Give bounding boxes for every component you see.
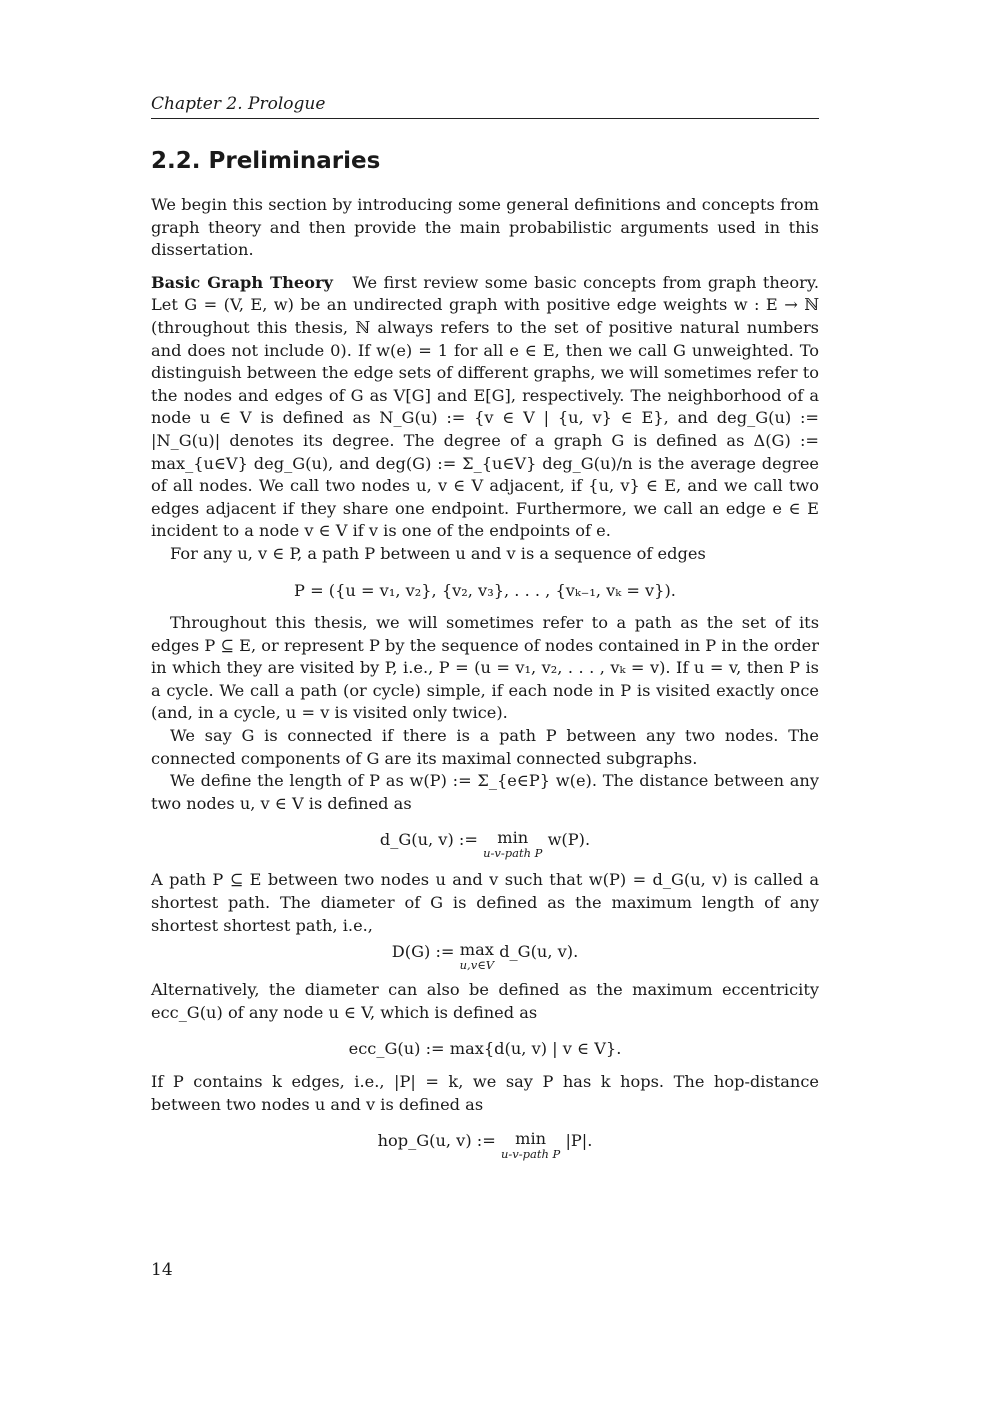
connected-paragraph: We say G is connected if there is a path P between any two nodes. The connected components of G are its maximal connected subgraphs.	[151, 726, 819, 768]
distance-lhs: d_G(u, v) :=	[379, 830, 478, 850]
shortest-path-paragraph: A path P ⊆ E between two nodes u and v such that w(P) = d_G(u, v) is called a shortest path. The diameter of G is defined as the maximum length of any shortest shortest path, i.e.,	[151, 870, 819, 935]
length-paragraph: We define the length of P as w(P) := Σ_{e∈P} w(e). The distance between any two nodes u, v ∈ V is defined as	[151, 771, 819, 813]
diameter-equation	[151, 941, 819, 971]
section-title: 2.2. Preliminaries	[151, 148, 381, 174]
hop-op: min	[515, 1129, 547, 1149]
basic-graph-theory-paragraph	[151, 272, 819, 543]
page-number: 14	[151, 1260, 173, 1280]
diameter-op: max	[459, 940, 494, 960]
eccentricity-paragraph: Alternatively, the diameter can also be defined as the maximum eccentricity ecc_G(u) of any node u ∈ V, which is defined as	[151, 980, 819, 1022]
hop-lhs: hop_G(u, v) :=	[377, 1131, 496, 1151]
basic-graph-theory-text: We first review some basic concepts from graph theory. Let G = (V, E, w) be an undirected graph with positive edge weights w : E → ℕ (throughout this thesis, ℕ always refers to the set of positive natural numbers and does not include 0). If w(e) = 1 for all e ∈ E, then we call G unweighted. To distinguish between the edge sets of different graphs, we will sometimes refer to the nodes and edges of G as V[G] and E[G], respectively. The neighborhood of a node u ∈ V is defined as N_G(u) := {v ∈ V | {u, v} ∈ E}, and deg_G(u) := |N_G(u)| denotes its degree. The degree of a graph G is defined as Δ(G) := max_{u∈V} deg_G(u), and deg(G) := Σ_{u∈V} deg_G(u)/n is the average degree of all nodes. We call two nodes u, v ∈ V adjacent, if {u, v} ∈ E, and we call two edges adjacent if they share one endpoint. Furthermore, we call an edge e ∈ E incident to a node v ∈ V if v is one of the endpoints of e.	[151, 272, 820, 541]
hop-subscript: u-v-path P	[500, 1147, 561, 1162]
intro-paragraph: We begin this section by introducing some general definitions and concepts from graph theory and then provide the main probabilistic arguments used in this dissertation.	[151, 195, 819, 260]
diameter-rhs: d_G(u, v).	[499, 942, 579, 962]
distance-op: min	[497, 828, 529, 848]
hops-paragraph: If P contains k edges, i.e., |P| = k, we say P has k hops. The hop-distance between two nodes u and v is defined as	[151, 1072, 819, 1114]
diameter-max-operator	[460, 941, 494, 971]
diameter-lhs: D(G) :=	[391, 942, 455, 962]
hop-rhs: |P|.	[565, 1131, 593, 1151]
distance-equation	[151, 829, 819, 859]
distance-min-operator	[483, 829, 542, 859]
hop-min-operator	[501, 1130, 560, 1160]
path-set-paragraph: Throughout this thesis, we will sometimes refer to a path as the set of its edges P ⊆ E, or represent P by the sequence of nodes contained in P in the order in which they are visited by P, i.e., P = (u = v₁, v₂, . . . , vₖ = v). If u = v, then P is a cycle. We call a path (or cycle) simple, if each node in P is visited exactly once (and, in a cycle, u = v is visited only twice).	[151, 613, 819, 723]
paragraph-heading: Basic Graph Theory	[151, 272, 333, 292]
distance-subscript: u-v-path P	[483, 846, 543, 861]
eccentricity-equation: ecc_G(u) := max{d(u, v) | v ∈ V}.	[348, 1039, 622, 1059]
main-text	[151, 194, 819, 1170]
path-equation: P = ({u = v₁, v₂}, {v₂, v₃}, . . . , {vₖ₋₁, vₖ = v}).	[294, 580, 676, 600]
running-head: Chapter 2. Prologue	[151, 93, 819, 119]
path-intro-paragraph: For any u, v ∈ P, a path P between u and v is a sequence of edges	[170, 543, 706, 563]
diameter-subscript: u,v∈V	[459, 958, 495, 973]
hop-distance-equation	[151, 1130, 819, 1160]
distance-rhs: w(P).	[547, 830, 591, 850]
